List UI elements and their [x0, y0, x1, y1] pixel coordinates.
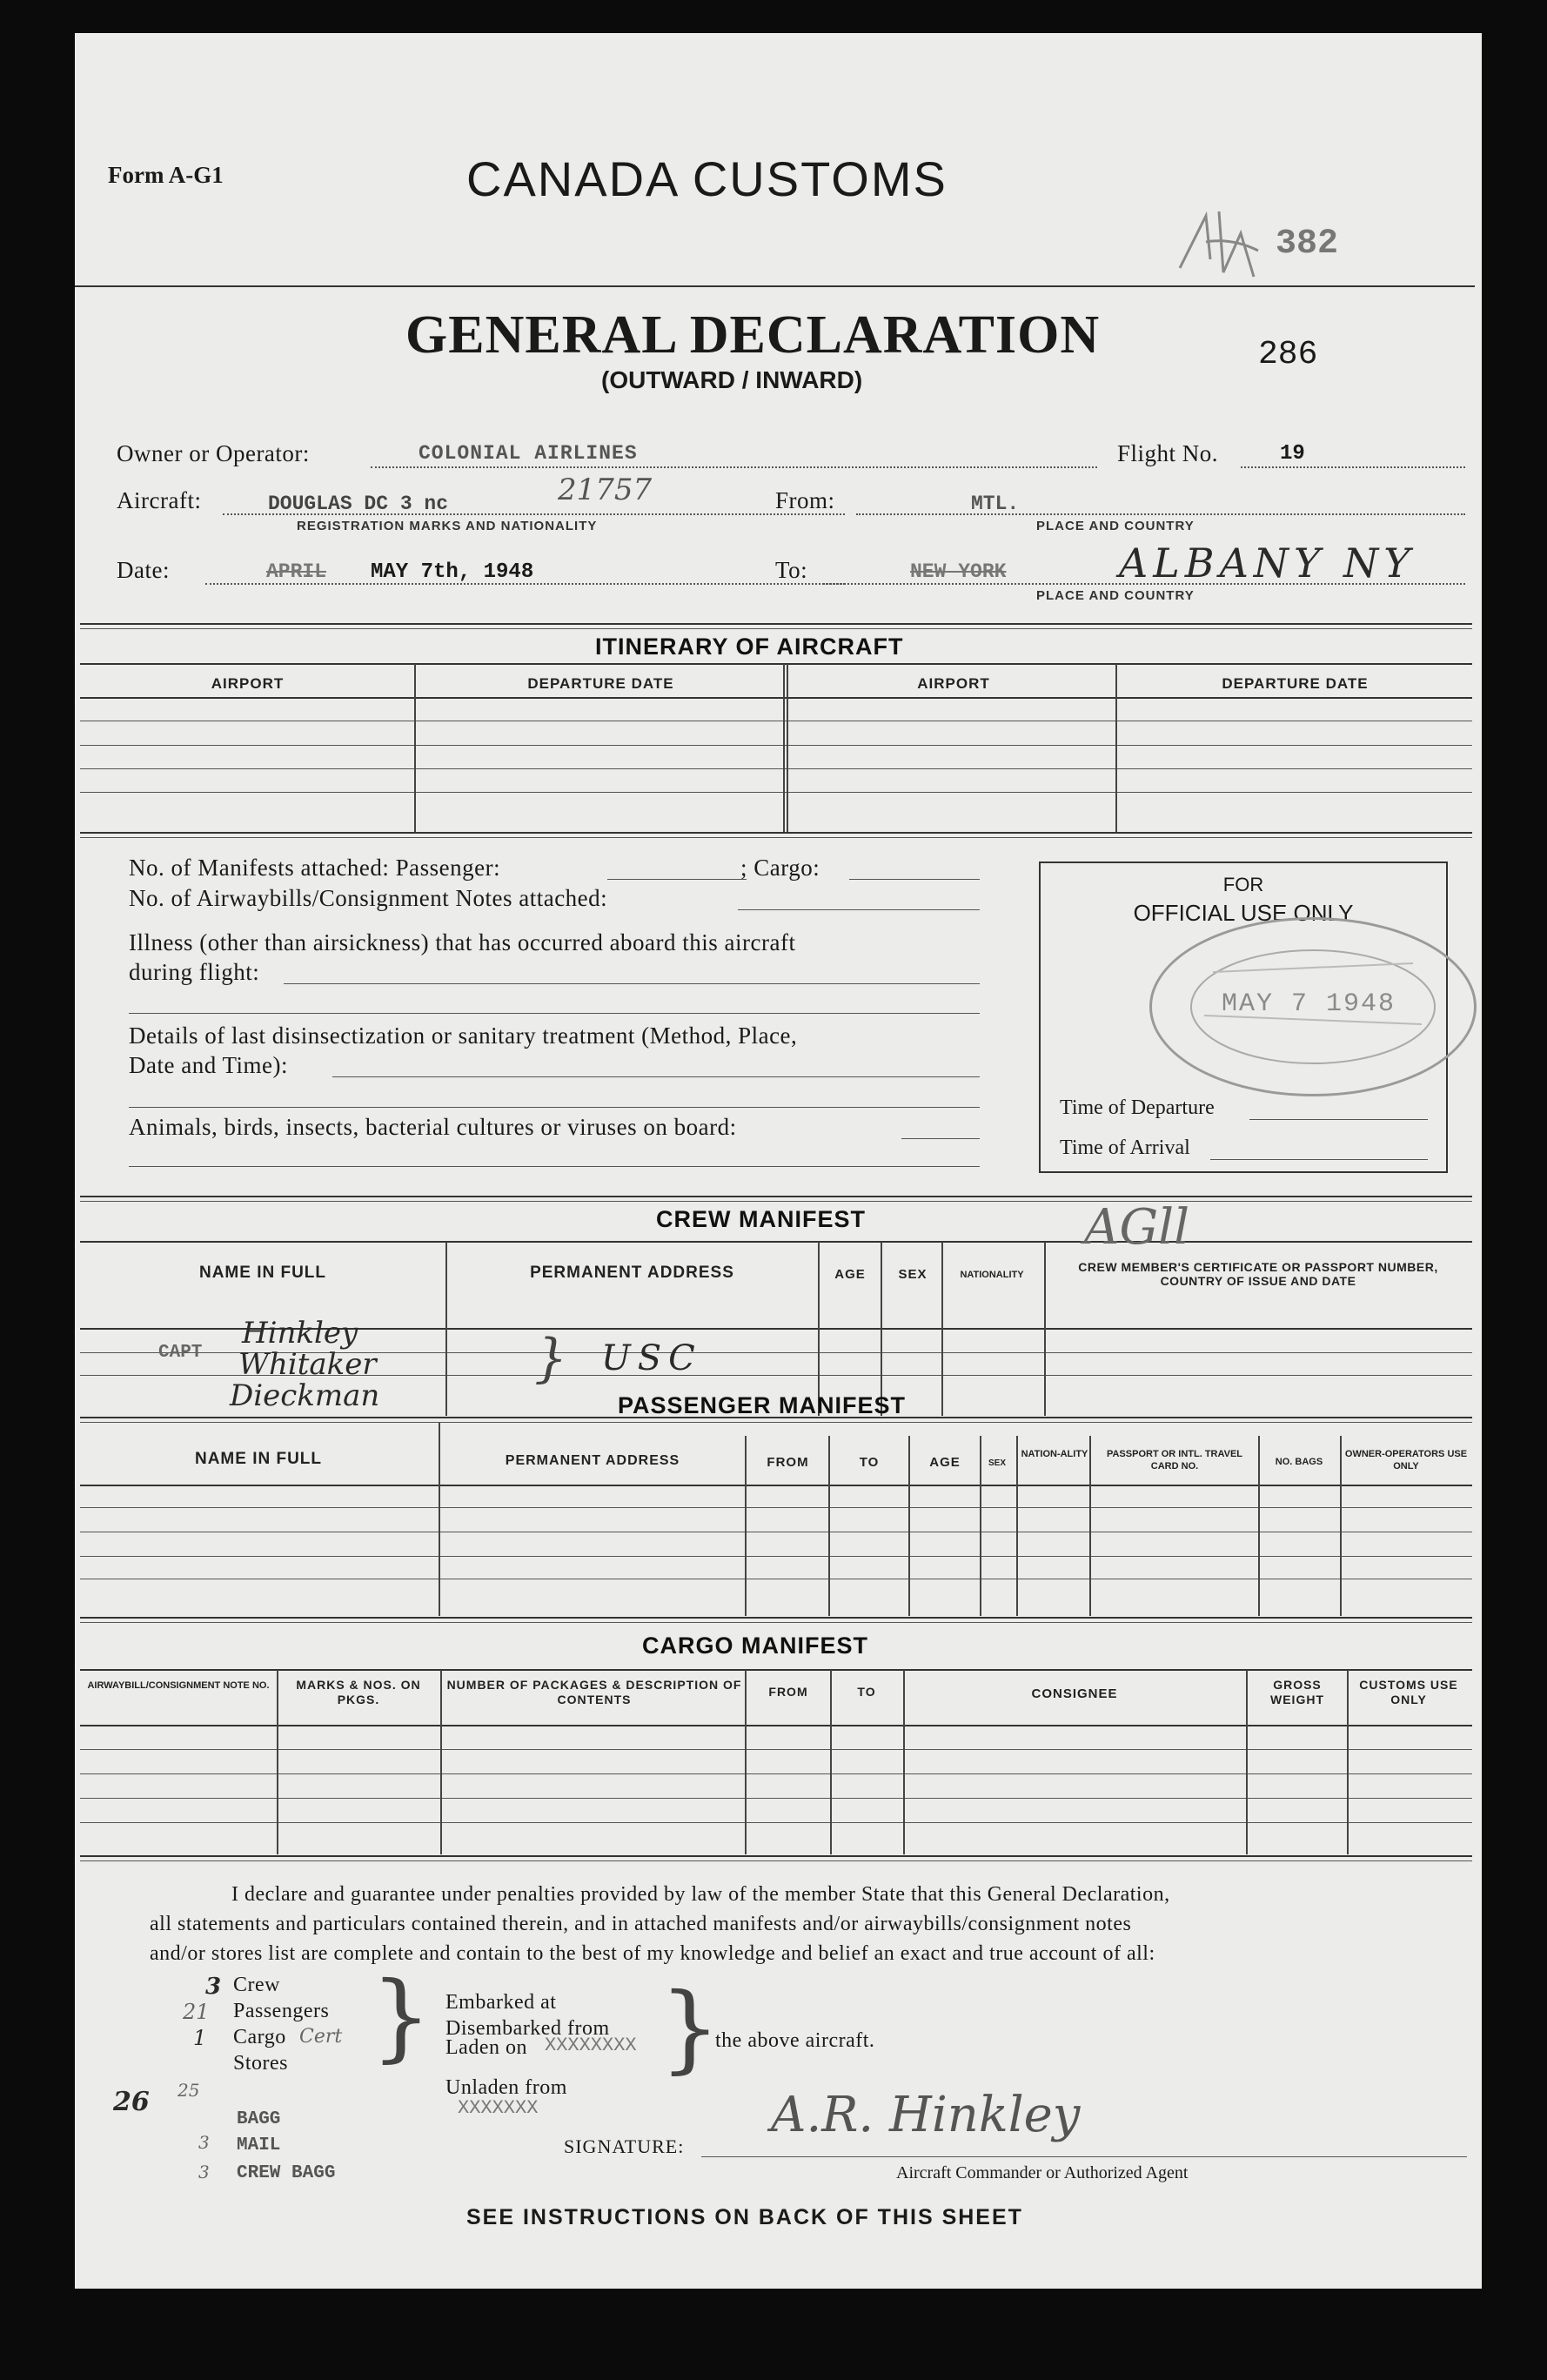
passenger-col-nationality: NATION-ALITY [1021, 1449, 1088, 1459]
passenger-divider-5 [980, 1436, 981, 1616]
itinerary-title: ITINERARY OF AIRCRAFT [595, 634, 904, 660]
itinerary-head-rule [80, 663, 1472, 665]
owner-label: Owner or Operator: [117, 440, 310, 466]
count-cargo-hw: Cert [299, 2026, 343, 2048]
cargo-rule-bottom2 [80, 1860, 1472, 1861]
passenger-divider-8 [1258, 1436, 1260, 1616]
declaration-line-2: all statements and particulars contained therein, and in attached manifests and/or airwaybills/consignment notes [150, 1913, 1132, 1935]
passenger-col-sex: SEX [988, 1458, 1006, 1468]
bag-num-1: 25 [177, 2080, 200, 2101]
crew-col-sex: SEX [898, 1267, 928, 1282]
declaration-line-3: and/or stores list are complete and contain to the best of my knowledge and belief an exact and true account of all: [150, 1942, 1155, 1965]
itinerary-row-5 [80, 792, 1472, 793]
passenger-title: PASSENGER MANIFEST [618, 1392, 907, 1418]
manifests-cargo-label: ; Cargo: [740, 855, 820, 881]
from-caption: PLACE AND COUNTRY [1036, 519, 1195, 533]
crew-brace: } [534, 1328, 568, 1389]
cargo-divider-5 [903, 1670, 905, 1854]
itinerary-rule-bottom2 [80, 837, 1472, 838]
crew-name-3: Dieckman [230, 1378, 380, 1413]
crew-name-2: Whitaker [238, 1347, 377, 1382]
time-arrival-line [1210, 1159, 1428, 1160]
date-struck: APRIL [266, 560, 327, 583]
airwaybills-label: No. of Airwaybills/Consignment Notes attached: [129, 885, 608, 911]
disinsect-line-1 [332, 1076, 980, 1077]
animals-line-2 [129, 1166, 980, 1167]
embark-at: Embarked at [445, 1991, 557, 2014]
passenger-col-age: AGE [929, 1455, 961, 1470]
itinerary-divider-1 [414, 664, 416, 832]
doc-title: GENERAL DECLARATION [405, 305, 1101, 365]
signature-caption: Aircraft Commander or Authorized Agent [896, 2163, 1189, 2182]
count-passengers-num: 21 [183, 2000, 210, 2024]
crew-divider-3 [881, 1242, 882, 1416]
passenger-col-to: TO [859, 1455, 880, 1470]
doc-subtitle: (OUTWARD / INWARD) [601, 366, 863, 393]
crew-head-rule [80, 1241, 1472, 1243]
crew-title: CREW MANIFEST [656, 1206, 866, 1232]
passenger-divider-2 [745, 1436, 747, 1616]
crew-initials-hw: AGll [1084, 1199, 1189, 1256]
passenger-col-name: NAME IN FULL [194, 1450, 323, 1468]
to-struck: NEW YORK [910, 560, 1007, 583]
passenger-rule-bottom [80, 1617, 1472, 1619]
crew-col-name: NAME IN FULL [198, 1264, 327, 1282]
cargo-col-marks: MARKS & NOS. ON PKGS. [296, 1678, 421, 1706]
cargo-divider-3 [745, 1670, 747, 1854]
doc-number: 286 [1258, 336, 1318, 373]
crew-name-1: Hinkley [242, 1316, 358, 1351]
signature-line [701, 2156, 1467, 2157]
cargo-head-rule [80, 1669, 1472, 1671]
cargo-title: CARGO MANIFEST [642, 1632, 868, 1659]
animals-line-1 [901, 1138, 980, 1139]
flight-value: 19 [1280, 442, 1305, 466]
from-value: MTL. [971, 493, 1020, 515]
cargo-divider-6 [1246, 1670, 1248, 1854]
itinerary-divider-3 [1115, 664, 1117, 832]
crew-divider-2 [818, 1242, 820, 1416]
illness-line-2 [129, 1013, 980, 1014]
signature-label: SIGNATURE: [564, 2135, 685, 2157]
count-passengers-label: Passengers [233, 2000, 330, 2022]
passenger-divider-3 [828, 1436, 830, 1616]
manifests-passenger-line [607, 879, 747, 880]
bag-label-3: CREW BAGG [237, 2163, 336, 2183]
official-use-box [1039, 861, 1448, 1173]
cargo-divider-2 [440, 1670, 442, 1854]
cargo-row-1 [80, 1725, 1472, 1726]
footer-instructions: SEE INSTRUCTIONS ON BACK OF THIS SHEET [466, 2205, 1023, 2229]
itinerary-row-4 [80, 768, 1472, 769]
illness-line-1 [284, 983, 980, 984]
count-cargo-num: 1 [193, 2026, 207, 2050]
cargo-divider-1 [277, 1670, 278, 1854]
passenger-col-address: PERMANENT ADDRESS [505, 1453, 680, 1468]
itinerary-divider-2b [787, 664, 788, 832]
bag-label-2: MAIL [237, 2135, 281, 2155]
form-number: Form A-G1 [108, 162, 224, 188]
customs-stamp [1149, 917, 1477, 1096]
crew-rule-top [80, 1196, 1472, 1197]
aircraft-value: DOUGLAS DC 3 nc [268, 493, 449, 515]
from-label: From: [775, 487, 835, 513]
header-rule [75, 285, 1475, 287]
passenger-divider-7 [1089, 1436, 1091, 1616]
embark-unladen: Unladen from [445, 2076, 567, 2099]
itinerary-col-date-2: DEPARTURE DATE [1222, 675, 1369, 692]
cargo-row-2 [80, 1749, 1472, 1750]
passenger-row-2 [80, 1507, 1472, 1508]
illness-label-2: during flight: [129, 959, 260, 985]
passenger-col-from: FROM [767, 1455, 809, 1470]
disinsect-label-1: Details of last disinsectization or sanitary treatment (Method, Place, [129, 1022, 798, 1049]
cargo-col-airwaybill: AIRWAYBILL/CONSIGNMENT NOTE NO. [87, 1680, 270, 1691]
from-line [856, 513, 1465, 515]
passenger-row-1 [80, 1485, 1472, 1486]
time-arrival-label: Time of Arrival [1060, 1136, 1190, 1159]
to-handwritten: ALBANY NY [1119, 540, 1416, 587]
itinerary-col-airport-2: AIRPORT [917, 675, 990, 692]
crew-divider-1 [445, 1242, 447, 1416]
passenger-col-passport: PASSPORT OR INTL. TRAVEL CARD NO. [1106, 1449, 1243, 1472]
itinerary-col-date-1: DEPARTURE DATE [527, 675, 674, 692]
to-label: To: [775, 557, 808, 583]
cargo-col-weight: GROSS WEIGHT [1270, 1678, 1324, 1706]
declaration-line-1: I declare and guarantee under penalties provided by law of the member State that this General Declaration, [231, 1883, 1170, 1906]
embark-laden: Laden on [445, 2036, 527, 2059]
aircraft-caption: REGISTRATION MARKS AND NATIONALITY [297, 519, 598, 533]
cargo-row-3 [80, 1773, 1472, 1774]
official-label: OFFICIAL USE ONLY [1133, 900, 1354, 926]
stamp-number: 382 [1276, 225, 1339, 264]
cargo-col-packages: NUMBER OF PACKAGES & DESCRIPTION OF CONTENTS [446, 1678, 742, 1706]
cargo-row-5 [80, 1822, 1472, 1823]
flight-line [1241, 466, 1465, 468]
above-aircraft: the above aircraft. [715, 2029, 875, 2052]
manifests-cargo-line [849, 879, 980, 880]
date-value: MAY 7th, 1948 [371, 560, 534, 584]
itinerary-col-airport-1: AIRPORT [211, 675, 285, 692]
itinerary-rule-top [80, 623, 1472, 625]
totals-handwritten: 26 [113, 2087, 150, 2117]
official-for: FOR [1222, 874, 1264, 895]
passenger-rule-bottom2 [80, 1622, 1472, 1623]
cargo-col-consignee: CONSIGNEE [1031, 1686, 1118, 1701]
cargo-col-to: TO [857, 1685, 876, 1699]
itinerary-row-1 [80, 697, 1472, 699]
disinsect-line-2 [129, 1107, 980, 1108]
passenger-divider-1 [439, 1423, 440, 1616]
cargo-divider-7 [1347, 1670, 1349, 1854]
passenger-divider-6 [1016, 1436, 1018, 1616]
count-crew-label: Crew [233, 1974, 280, 1996]
aircraft-handwritten: 21757 [558, 473, 653, 507]
time-departure-line [1249, 1119, 1428, 1120]
bag-label-1: BAGG [237, 2109, 281, 2129]
cargo-divider-4 [830, 1670, 832, 1854]
agency-title: CANADA CUSTOMS [466, 151, 948, 206]
time-departure-label: Time of Departure [1060, 1096, 1215, 1119]
itinerary-rule-top2 [80, 628, 1472, 629]
manifests-label: No. of Manifests attached: Passenger: [129, 855, 501, 881]
stamp-date: MAY 7 1948 [1222, 989, 1396, 1019]
count-stores-brace: } [371, 1961, 432, 2072]
animals-label: Animals, birds, insects, bacterial cultures or viruses on board: [129, 1114, 737, 1140]
owner-line [371, 466, 1097, 468]
passenger-col-bags: NO. BAGS [1275, 1457, 1323, 1467]
count-cargo-label: Cargo [233, 2026, 286, 2048]
count-stores-label: Stores [233, 2052, 288, 2075]
illness-label-1: Illness (other than airsickness) that has occurred aboard this aircraft [129, 929, 796, 955]
to-caption: PLACE AND COUNTRY [1036, 588, 1195, 603]
embark-strike-2: XXXXXXX [458, 2097, 539, 2119]
passenger-col-owner: OWNER-OPERATORS USE ONLY [1344, 1449, 1468, 1472]
declaration-form [75, 33, 1482, 2289]
embark-strike-1: XXXXXXXX [545, 2035, 637, 2056]
signature-handwritten: A.R. Hinkley [771, 2087, 1081, 2143]
embark-disembarked: Disembarked from [445, 2017, 610, 2040]
itinerary-divider-2 [783, 664, 785, 832]
cargo-col-customs: CUSTOMS USE ONLY [1359, 1678, 1458, 1706]
cargo-col-from: FROM [768, 1685, 808, 1699]
passenger-rule-top [80, 1422, 1472, 1423]
aircraft-label: Aircraft: [117, 487, 202, 513]
passenger-divider-9 [1340, 1436, 1342, 1616]
flight-label: Flight No. [1117, 440, 1219, 466]
crew-col-age: AGE [834, 1267, 866, 1282]
crew-divider-5 [1044, 1242, 1046, 1416]
crew-address-hw: USC [601, 1338, 702, 1378]
crew-divider-4 [941, 1242, 943, 1416]
embark-brace: } [660, 1972, 720, 2083]
crew-col-nationality: NATIONALITY [960, 1270, 1024, 1280]
crew-capt-label: CAPT [158, 1343, 203, 1363]
itinerary-row-3 [80, 745, 1472, 746]
crew-rule-top2 [80, 1201, 1472, 1202]
airwaybills-line [738, 909, 980, 910]
itinerary-rule-bottom [80, 832, 1472, 834]
crew-col-certificate: CREW MEMBER'S CERTIFICATE OR PASSPORT NUMBER, COUNTRY OF ISSUE AND DATE [1078, 1260, 1438, 1288]
cargo-row-4 [80, 1798, 1472, 1799]
owner-value: COLONIAL AIRLINES [419, 442, 638, 465]
date-label: Date: [117, 557, 170, 583]
crew-col-address: PERMANENT ADDRESS [530, 1264, 734, 1282]
passenger-divider-4 [908, 1436, 910, 1616]
disinsect-label-2: Date and Time): [129, 1052, 288, 1078]
count-crew-num: 3 [205, 1974, 222, 2000]
cargo-rule-bottom [80, 1855, 1472, 1857]
passenger-row-4 [80, 1556, 1472, 1557]
bag-num-2: 3 [198, 2132, 210, 2153]
bag-num-3: 3 [198, 2162, 210, 2182]
